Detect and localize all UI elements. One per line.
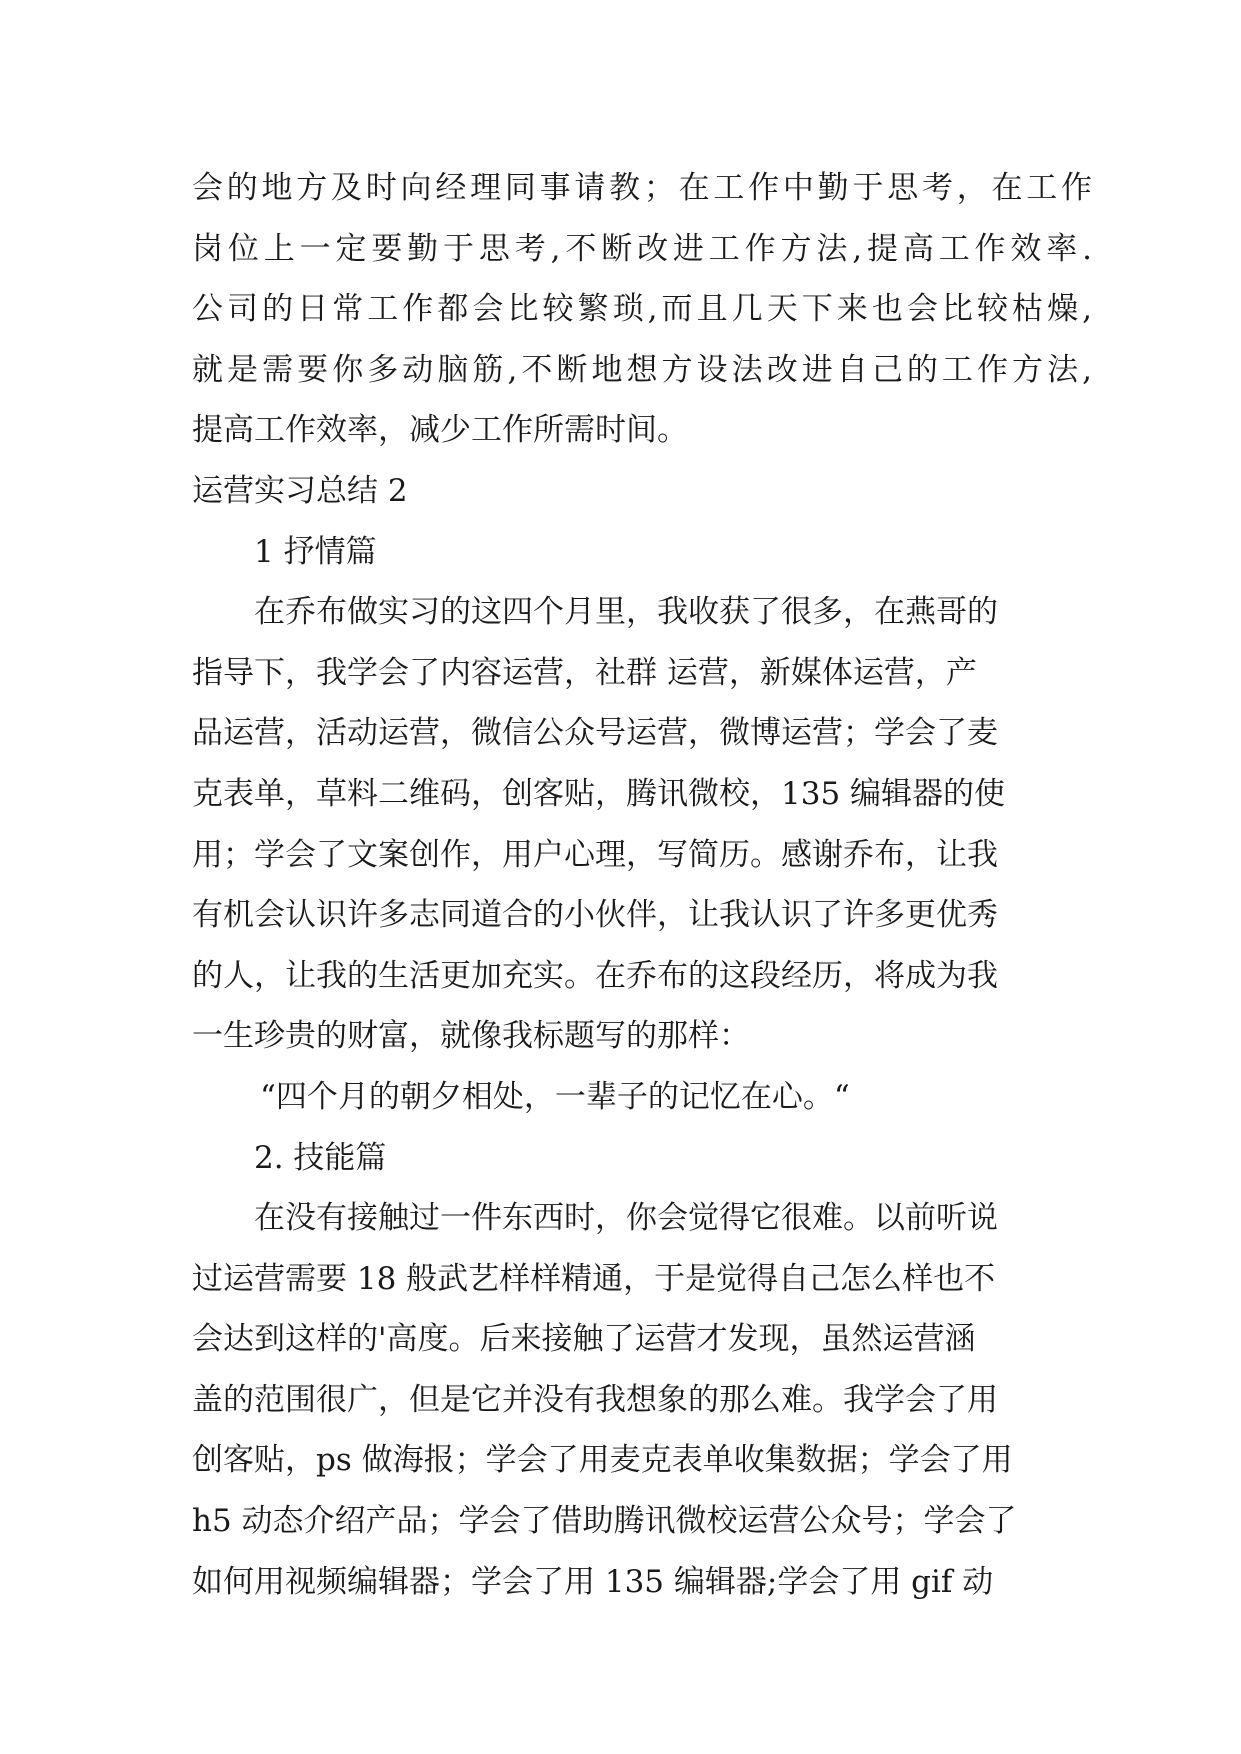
text-line: 岗位上一定要勤于思考,不断改进工作方法,提高工作效率. xyxy=(192,230,1092,267)
text-line: 品运营，活动运营，微信公众号运营，微博运营；学会了麦 xyxy=(192,715,998,752)
text-line: 如何用视频编辑器；学会了用 135 编辑器;学会了用 gif 动 xyxy=(192,1563,994,1600)
text-line: 会达到这样的'高度。后来接触了运营才发现，虽然运营涵 xyxy=(192,1321,976,1358)
subsection-heading: 2. 技能篇 xyxy=(254,1139,387,1176)
text-line: 一生珍贵的财富，就像我标题写的那样： xyxy=(192,1018,750,1055)
text-line: 创客贴，ps 做海报；学会了用麦克表单收集数据；学会了用 xyxy=(192,1442,1013,1479)
text-line: 指导下，我学会了内容运营，社群 运营，新媒体运营，产 xyxy=(192,654,977,691)
text-line: 盖的范围很广，但是它并没有我想象的那么难。我学会了用 xyxy=(192,1381,998,1418)
text-line: h5 动态介绍产品；学会了借助腾讯微校运营公众号；学会了 xyxy=(192,1503,1017,1540)
text-line: 有机会认识许多志同道合的小伙伴，让我认识了许多更优秀 xyxy=(192,897,998,934)
text-line: 克表单，草料二维码，创客贴，腾讯微校，135 编辑器的使 xyxy=(192,775,1006,812)
text-line: 用；学会了文案创作，用户心理，写简历。感谢乔布，让我 xyxy=(192,836,998,873)
subsection-heading: 1 抒情篇 xyxy=(254,533,377,570)
paragraph-first-line: 在乔布做实习的这四个月里，我收获了很多，在燕哥的 xyxy=(254,594,998,631)
document-body xyxy=(192,158,1092,1612)
text-line: 提高工作效率，减少工作所需时间。 xyxy=(192,412,688,449)
text-line: 会的地方及时向经理同事请教；在工作中勤于思考，在工作 xyxy=(192,170,1092,206)
text-line: 公司的日常工作都会比较繁琐,而且几天下来也会比较枯燥, xyxy=(192,291,1092,328)
quote-line: “四个月的朝夕相处，一辈子的记忆在心。“ xyxy=(260,1078,850,1115)
section-title: 运营实习总结 2 xyxy=(192,472,408,509)
paragraph-first-line: 在没有接触过一件东西时，你会觉得它很难。以前听说 xyxy=(254,1200,998,1237)
text-line: 过运营需要 18 般武艺样样精通，于是觉得自己怎么样也不 xyxy=(192,1260,996,1297)
text-line: 就是需要你多动脑筋,不断地想方设法改进自己的工作方法, xyxy=(192,351,1092,388)
text-line: 的人，让我的生活更加充实。在乔布的这段经历，将成为我 xyxy=(192,957,998,994)
